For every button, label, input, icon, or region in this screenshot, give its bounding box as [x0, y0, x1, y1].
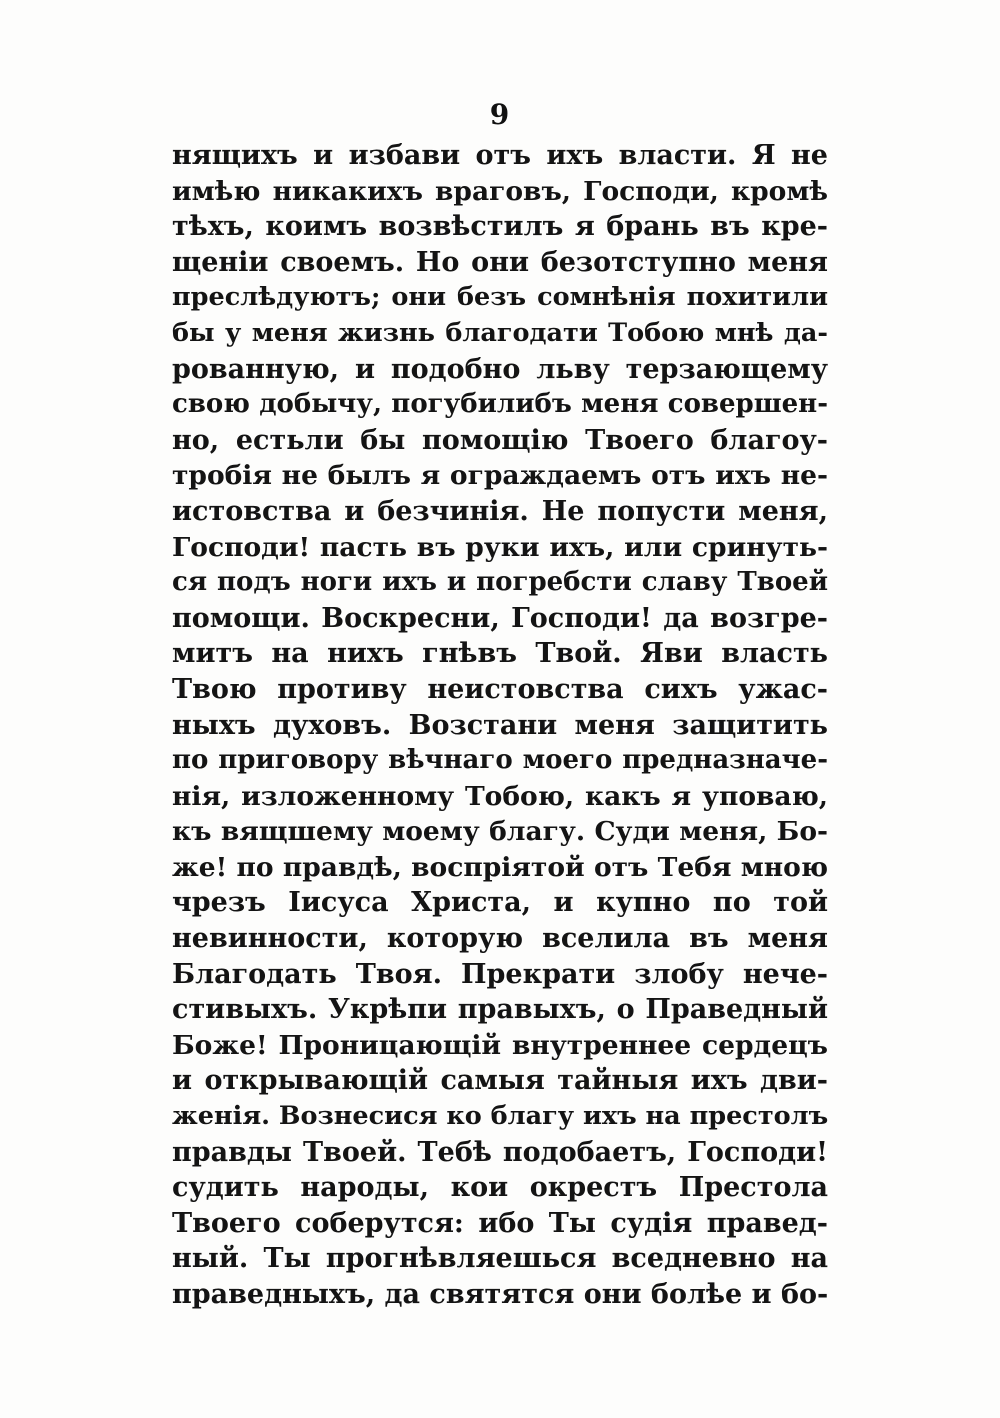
- text-line: тѣхъ, коимъ возвѣстилъ я брань въ кре-: [172, 211, 828, 243]
- text-line: рованную, и подобно льву терзающему: [172, 353, 828, 385]
- text-line: Твоего соберутся: ибо Ты судія правед-: [172, 1207, 828, 1239]
- page-number: 9: [489, 98, 511, 131]
- text-line: судить народы, кои окрестъ Престола: [172, 1172, 828, 1204]
- text-line: стивыхъ. Укрѣпи правыхъ, о Праведный: [172, 994, 828, 1026]
- text-line: Твою противу неистовства сихъ ужас-: [172, 673, 828, 705]
- text-line: чрезъ Іисуса Христа, и купно по той: [172, 887, 828, 919]
- text-line: женія. Вознесися ко благу ихъ на престолъ: [172, 1101, 828, 1132]
- text-line: правды Твоей. Тебѣ подобаетъ, Господи!: [172, 1136, 828, 1168]
- text-line: преслѣдуютъ; они безъ сомнѣнія похитили: [172, 282, 828, 313]
- text-line: щеніи своемъ. Но они безотступно меня: [172, 246, 828, 278]
- text-line: истовства и безчинія. Не попусти меня,: [172, 495, 828, 527]
- text-line: къ вящшему моему благу. Суди меня, Бо-: [172, 816, 828, 848]
- text-line: тробія не былъ я ограждаемъ отъ ихъ не-: [172, 460, 828, 492]
- text-line: Господи! пасть въ руки ихъ, или сринуть-: [172, 531, 828, 563]
- text-line: помощи. Воскресни, Господи! да возгре-: [172, 602, 828, 634]
- text-line: Боже! Проницающій внутреннее сердецъ: [172, 1029, 828, 1061]
- text-line: и открывающій самыя тайныя ихъ дви-: [172, 1065, 828, 1097]
- text-line: невинности, которую вселила въ меня: [172, 923, 828, 955]
- text-line: бы у меня жизнь благодати Тобою мнѣ да-: [172, 317, 828, 348]
- text-line: ный. Ты прогнѣвляешься вседневно на: [172, 1243, 828, 1275]
- text-line: ся подъ ноги ихъ и погребсти славу Твоей: [172, 567, 828, 598]
- text-line: свою добычу, погубилибъ меня совершен-: [172, 389, 828, 420]
- body-text: [172, 138, 828, 1313]
- text-line: праведныхъ, да святятся они болѣе и бо-: [172, 1279, 828, 1310]
- text-line: имѣю никакихъ враговъ, Господи, кромѣ: [172, 175, 828, 207]
- text-line: нія, изложенному Тобою, какъ я уповаю,: [172, 780, 828, 812]
- text-line: Благодать Твоя. Прекрати злобу нече-: [172, 958, 828, 990]
- text-line: но, естьли бы помощію Твоего благоу-: [172, 424, 828, 456]
- text-line: митъ на нихъ гнѣвъ Твой. Яви власть: [172, 638, 828, 670]
- text-line: нящихъ и избави отъ ихъ власти. Я не: [172, 140, 828, 171]
- text-line: по приговору вѣчнаго моего предназначе-: [172, 745, 828, 776]
- text-line: же! по правдѣ, воспріятой отъ Тебя мною: [172, 851, 828, 883]
- text-line: ныхъ духовъ. Возстани меня защитить: [172, 709, 828, 741]
